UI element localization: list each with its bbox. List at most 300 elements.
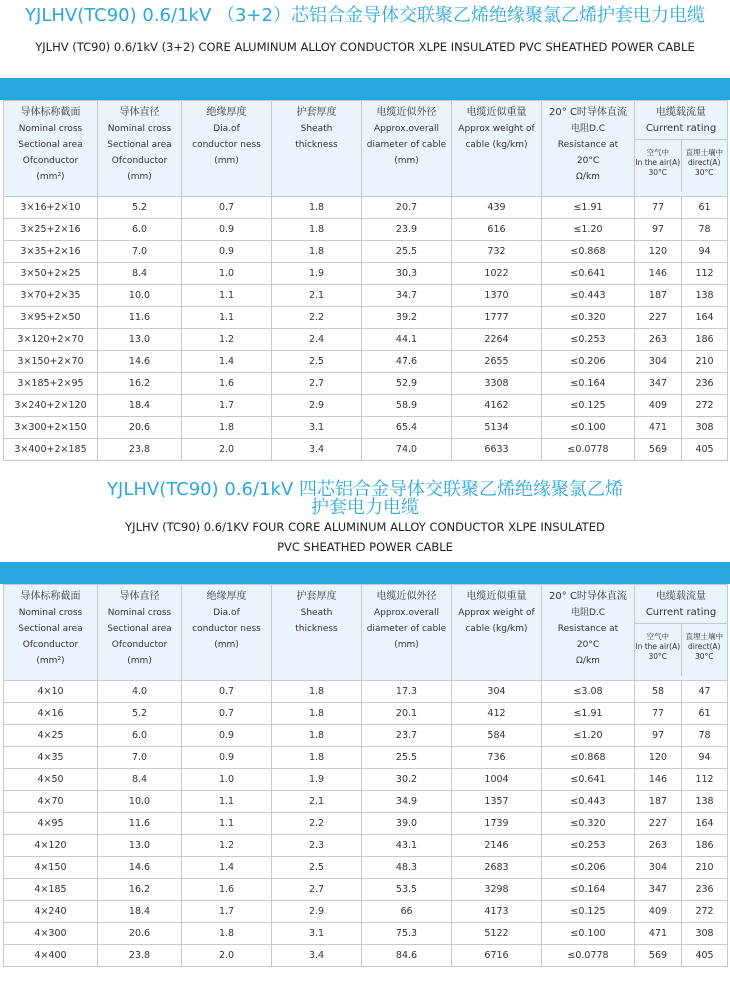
table-cell: 2146 — [452, 835, 542, 857]
header-cell — [452, 101, 542, 197]
subheader-line: direct(A) — [688, 642, 721, 651]
table-cell: 138 — [682, 285, 728, 307]
table-cell: 409 — [635, 395, 682, 417]
table-cell: 4×400 — [4, 945, 98, 967]
table-cell: 1.0 — [182, 263, 272, 285]
table-cell: 569 — [635, 439, 682, 461]
table-row — [4, 681, 728, 703]
table-cell: 2.1 — [272, 791, 362, 813]
table-cell: 65.4 — [362, 417, 452, 439]
table-cell: 1357 — [452, 791, 542, 813]
table-cell: 304 — [635, 351, 682, 373]
rating-subheader — [682, 624, 728, 676]
header-en-line: (mm) — [127, 172, 152, 182]
rating-subheader — [635, 624, 682, 676]
table-cell: 16.2 — [98, 373, 182, 395]
header-en-line: Nominal cross — [18, 608, 83, 618]
header-en-line: Resistance at — [557, 624, 619, 634]
table-cell: 4×300 — [4, 923, 98, 945]
table-cell: ≤1.91 — [542, 703, 635, 725]
table-cell: 405 — [682, 945, 728, 967]
table-cell: 3×300+2×150 — [4, 417, 98, 439]
table-cell: 97 — [635, 725, 682, 747]
table-cell: 227 — [635, 813, 682, 835]
table-cell: 20.7 — [362, 197, 452, 219]
table-row — [4, 307, 728, 329]
subheader-line: 直埋土壤中 — [685, 148, 724, 157]
table-cell: 736 — [452, 747, 542, 769]
header-cell — [362, 585, 452, 681]
table-cell: 18.4 — [98, 395, 182, 417]
subheader-line: 直埋土壤中 — [685, 632, 724, 641]
table-cell: ≤1.20 — [542, 219, 635, 241]
header-en: Current rating — [645, 123, 717, 134]
table-cell: 78 — [682, 725, 728, 747]
header-en-line: Ω/km — [576, 172, 600, 182]
table-cell: 1739 — [452, 813, 542, 835]
header-cell — [362, 101, 452, 197]
table-cell: 8.4 — [98, 769, 182, 791]
table-cell: 7.0 — [98, 747, 182, 769]
table-cell: ≤0.320 — [542, 813, 635, 835]
table-cell: 75.3 — [362, 923, 452, 945]
table-cell: 66 — [362, 901, 452, 923]
table-cell: 47 — [682, 681, 728, 703]
table-cell: 4×10 — [4, 681, 98, 703]
table-cell: 1.6 — [182, 373, 272, 395]
table-cell: 10.0 — [98, 791, 182, 813]
table-cell: 5122 — [452, 923, 542, 945]
table-cell: 6633 — [452, 439, 542, 461]
rating-subheader — [682, 140, 728, 192]
table2-header-bar — [0, 562, 730, 584]
header-en-line: Approx.overall — [373, 124, 440, 134]
table-cell: 14.6 — [98, 857, 182, 879]
table-cell: 1004 — [452, 769, 542, 791]
table-cell: 20.6 — [98, 417, 182, 439]
table-cell: 409 — [635, 901, 682, 923]
table-cell: 732 — [452, 241, 542, 263]
table-cell: 3.1 — [272, 923, 362, 945]
table-cell: ≤0.0778 — [542, 945, 635, 967]
table-cell: 0.7 — [182, 197, 272, 219]
table-cell: 3×240+2×120 — [4, 395, 98, 417]
table-cell: 2.0 — [182, 945, 272, 967]
header-en-line: diameter of cable — [366, 140, 447, 150]
table-cell: 4×120 — [4, 835, 98, 857]
header-en-line: Sectional area — [18, 624, 83, 634]
table-cell: 74.0 — [362, 439, 452, 461]
table-cell: 3×25+2×16 — [4, 219, 98, 241]
table-cell: ≤0.164 — [542, 879, 635, 901]
header-en-line: 电阻D.C — [570, 608, 606, 618]
table-cell: 146 — [635, 263, 682, 285]
table-cell: 2.7 — [272, 879, 362, 901]
table-cell: 3×150+2×70 — [4, 351, 98, 373]
table-cell: 186 — [682, 835, 728, 857]
table-cell: 304 — [635, 857, 682, 879]
table-cell: 2.2 — [272, 307, 362, 329]
table-cell: 1.1 — [182, 307, 272, 329]
table-row — [4, 747, 728, 769]
table-row — [4, 285, 728, 307]
table-cell: 0.9 — [182, 747, 272, 769]
table-cell: 13.0 — [98, 835, 182, 857]
table-cell: 4×185 — [4, 879, 98, 901]
table-cell: 11.6 — [98, 307, 182, 329]
header-en-line: (mm) — [214, 640, 239, 650]
header-cn: 绝缘厚度 — [206, 591, 247, 602]
table-cell: 52.9 — [362, 373, 452, 395]
table-cell: 84.6 — [362, 945, 452, 967]
table-cell: 1.8 — [272, 725, 362, 747]
table-cell: ≤0.868 — [542, 747, 635, 769]
table-cell: 304 — [452, 681, 542, 703]
header-en-line: Sheath — [300, 124, 333, 134]
table-cell: 0.9 — [182, 241, 272, 263]
table-cell: 34.7 — [362, 285, 452, 307]
table-cell: 94 — [682, 747, 728, 769]
header-cn: 导体标称截面 — [20, 591, 81, 602]
header-cell — [4, 585, 98, 681]
table-cell: 4×50 — [4, 769, 98, 791]
header-en-line: cable (kg/km) — [465, 140, 528, 150]
header-cell — [182, 101, 272, 197]
table-cell: 78 — [682, 219, 728, 241]
table-cell: 23.7 — [362, 725, 452, 747]
header-cell — [98, 101, 182, 197]
table-cell: 2.1 — [272, 285, 362, 307]
table-row — [4, 857, 728, 879]
header-en-line: Dia.of — [213, 608, 240, 618]
table-cell: 1.1 — [182, 813, 272, 835]
header-en-line: Resistance at — [557, 140, 619, 150]
table-cell: 471 — [635, 417, 682, 439]
table-cell: 3×95+2×50 — [4, 307, 98, 329]
table-cell: 471 — [635, 923, 682, 945]
header-en-line: cable (kg/km) — [465, 624, 528, 634]
table-cell: ≤0.868 — [542, 241, 635, 263]
table-cell: 23.8 — [98, 439, 182, 461]
header-en-line: (mm) — [214, 156, 239, 166]
table-cell: 4.0 — [98, 681, 182, 703]
header-en-line: (mm) — [394, 156, 419, 166]
table-cell: 94 — [682, 241, 728, 263]
table-cell: 1777 — [452, 307, 542, 329]
table-cell: 1022 — [452, 263, 542, 285]
table-row — [4, 439, 728, 461]
table-cell: 439 — [452, 197, 542, 219]
table-row — [4, 791, 728, 813]
table-cell: 34.9 — [362, 791, 452, 813]
table-cell: 1.9 — [272, 769, 362, 791]
table-cell: 5134 — [452, 417, 542, 439]
header-cell — [542, 585, 635, 681]
table-cell: 1.8 — [182, 417, 272, 439]
table-cell: 164 — [682, 813, 728, 835]
header-cell — [542, 101, 635, 197]
table-cell: 2.3 — [272, 835, 362, 857]
table-cell: 77 — [635, 197, 682, 219]
table2 — [3, 584, 728, 967]
table-cell: 210 — [682, 351, 728, 373]
table-row — [4, 945, 728, 967]
rating-subheaders — [635, 624, 727, 676]
subheader-line: In the air(A) — [635, 642, 681, 651]
table-cell: 2.2 — [272, 813, 362, 835]
table-cell: 164 — [682, 307, 728, 329]
table-cell: ≤0.164 — [542, 373, 635, 395]
table-cell: 1.2 — [182, 329, 272, 351]
header-cn: 电缆近似重量 — [466, 107, 527, 118]
table-cell: 4×70 — [4, 791, 98, 813]
table-cell: 1.7 — [182, 901, 272, 923]
table-cell: 13.0 — [98, 329, 182, 351]
header-en-line: Ofconductor — [22, 640, 79, 650]
table-row — [4, 835, 728, 857]
table-cell: 61 — [682, 703, 728, 725]
table-cell: 236 — [682, 879, 728, 901]
header-en-line: Approx weight of — [458, 608, 535, 618]
table-cell: 97 — [635, 219, 682, 241]
header-cell — [452, 585, 542, 681]
table-cell: 272 — [682, 901, 728, 923]
header-cn: 护套厚度 — [296, 591, 337, 602]
table-cell: 6716 — [452, 945, 542, 967]
table-cell: 17.3 — [362, 681, 452, 703]
table-cell: 10.0 — [98, 285, 182, 307]
table-cell: ≤0.443 — [542, 791, 635, 813]
table-row — [4, 725, 728, 747]
header-cn: 电缆近似重量 — [466, 591, 527, 602]
table-cell: 4×150 — [4, 857, 98, 879]
table-row — [4, 351, 728, 373]
table-cell: ≤0.253 — [542, 835, 635, 857]
subheader-line: 30°C — [695, 652, 714, 661]
subheader-line: 30°C — [695, 168, 714, 177]
table-row — [4, 901, 728, 923]
table-cell: 2.5 — [272, 351, 362, 373]
header-en-line: Approx.overall — [373, 608, 440, 618]
table-cell: ≤0.125 — [542, 901, 635, 923]
subheader-line: 空气中 — [646, 148, 669, 157]
table-cell: 584 — [452, 725, 542, 747]
table-cell: ≤0.443 — [542, 285, 635, 307]
table1-title-cn: YJLHV(TC90) 0.6/1kV （3+2）芯铝合金导体交联聚乙烯绝缘聚氯乙烯护套电力电缆 — [25, 5, 705, 26]
table-cell: 1.1 — [182, 285, 272, 307]
table-cell: 1.8 — [272, 197, 362, 219]
header-en-line: Approx weight of — [458, 124, 535, 134]
table-cell: 1.0 — [182, 769, 272, 791]
table-cell: 5.2 — [98, 703, 182, 725]
header-cn: 导体标称截面 — [20, 107, 81, 118]
header-row — [4, 101, 728, 197]
header-cell — [182, 585, 272, 681]
header-cn: 20° C时导体直流 — [549, 107, 627, 118]
table-row — [4, 329, 728, 351]
table-cell: 0.9 — [182, 219, 272, 241]
table-cell: ≤0.100 — [542, 923, 635, 945]
table-cell: 30.2 — [362, 769, 452, 791]
subheader-line: 30°C — [648, 168, 668, 177]
table-cell: 263 — [635, 329, 682, 351]
header-en-line: Sectional area — [107, 624, 172, 634]
header-en-line: (mm) — [394, 640, 419, 650]
table1-header-bar — [0, 78, 730, 100]
table-cell: 1.8 — [272, 703, 362, 725]
table-cell: 3×70+2×35 — [4, 285, 98, 307]
table-cell: ≤0.320 — [542, 307, 635, 329]
header-cell — [635, 585, 728, 681]
header-en-line: Nominal cross — [18, 124, 83, 134]
table-cell: ≤0.100 — [542, 417, 635, 439]
table-cell: 48.3 — [362, 857, 452, 879]
header-en-line: Sectional area — [107, 140, 172, 150]
table-cell: 272 — [682, 395, 728, 417]
table-cell: 210 — [682, 857, 728, 879]
table-cell: 112 — [682, 263, 728, 285]
header-en-line: thickness — [295, 624, 338, 634]
table-cell: 39.2 — [362, 307, 452, 329]
table2-title-en-line1: YJLHV (TC90) 0.6/1KV FOUR CORE ALUMINUM ALLOY CONDUCTOR XLPE INSULATED — [125, 520, 605, 534]
table-cell: 2264 — [452, 329, 542, 351]
header-en-line: Ω/km — [576, 656, 600, 666]
table-cell: 14.6 — [98, 351, 182, 373]
table-cell: 4×35 — [4, 747, 98, 769]
table-row — [4, 241, 728, 263]
table-cell: 39.0 — [362, 813, 452, 835]
table-cell: ≤1.91 — [542, 197, 635, 219]
subheader-line: direct(A) — [688, 158, 721, 167]
header-cn: 电缆载流量 Current rating — [635, 589, 727, 624]
table-cell: 1.8 — [272, 747, 362, 769]
table-cell: 4173 — [452, 901, 542, 923]
table-cell: 1.1 — [182, 791, 272, 813]
table-cell: 2.7 — [272, 373, 362, 395]
header-cell — [98, 585, 182, 681]
table-cell: 4×95 — [4, 813, 98, 835]
header-en-line: (mm²) — [36, 656, 65, 666]
rating-subheader — [635, 140, 682, 192]
table-cell: 61 — [682, 197, 728, 219]
header-en-line: 电阻D.C — [570, 124, 606, 134]
table-cell: 0.7 — [182, 703, 272, 725]
header-en-line: Sheath — [300, 608, 333, 618]
table-row — [4, 703, 728, 725]
table-cell: 44.1 — [362, 329, 452, 351]
table-cell: ≤0.206 — [542, 857, 635, 879]
table-cell: 1.9 — [272, 263, 362, 285]
table-cell: 7.0 — [98, 241, 182, 263]
header-en-line: (mm) — [127, 656, 152, 666]
table-cell: 1.8 — [272, 219, 362, 241]
header-cn: 导体直径 — [119, 591, 160, 602]
table-cell: 3.1 — [272, 417, 362, 439]
table-cell: 146 — [635, 769, 682, 791]
table-cell: 120 — [635, 241, 682, 263]
table-cell: 8.4 — [98, 263, 182, 285]
table-cell: 308 — [682, 417, 728, 439]
header-cn: 绝缘厚度 — [206, 107, 247, 118]
table-cell: 2655 — [452, 351, 542, 373]
table-cell: 227 — [635, 307, 682, 329]
table-cell: 616 — [452, 219, 542, 241]
table-row — [4, 879, 728, 901]
header-cn: 电缆近似外径 — [376, 107, 437, 118]
table-cell: 3×16+2×10 — [4, 197, 98, 219]
table-cell: 1.4 — [182, 351, 272, 373]
table-cell: 308 — [682, 923, 728, 945]
table-cell: 2.9 — [272, 901, 362, 923]
table-cell: 347 — [635, 373, 682, 395]
table-cell: 186 — [682, 329, 728, 351]
subheader-line: In the air(A) — [635, 158, 681, 167]
table-cell: 20.6 — [98, 923, 182, 945]
table-cell: 236 — [682, 373, 728, 395]
table-row — [4, 373, 728, 395]
table-cell: ≤0.641 — [542, 769, 635, 791]
table-cell: 6.0 — [98, 219, 182, 241]
table-row — [4, 813, 728, 835]
table-cell: 2.4 — [272, 329, 362, 351]
table2-title-cn-line1: YJLHV(TC90) 0.6/1kV 四芯铝合金导体交联聚乙烯绝缘聚氯乙烯 — [107, 479, 623, 500]
table-cell: 2.5 — [272, 857, 362, 879]
header-en-line: diameter of cable — [366, 624, 447, 634]
table-cell: 138 — [682, 791, 728, 813]
table-cell: 263 — [635, 835, 682, 857]
table-cell: 3×35+2×16 — [4, 241, 98, 263]
table-cell: ≤1.20 — [542, 725, 635, 747]
table-cell: ≤0.0778 — [542, 439, 635, 461]
subheader-line: 空气中 — [646, 632, 669, 641]
table-cell: 43.1 — [362, 835, 452, 857]
table-cell: 3×185+2×95 — [4, 373, 98, 395]
table-cell: 412 — [452, 703, 542, 725]
header-en-line: (mm²) — [36, 172, 65, 182]
header-en-line: thickness — [295, 140, 338, 150]
table-cell: 187 — [635, 791, 682, 813]
table-cell: 1.6 — [182, 879, 272, 901]
table-row — [4, 769, 728, 791]
table-cell: 1.8 — [272, 241, 362, 263]
table-cell: 405 — [682, 439, 728, 461]
table-cell: 58.9 — [362, 395, 452, 417]
table-cell: 47.6 — [362, 351, 452, 373]
header-cn: 电缆近似外径 — [376, 591, 437, 602]
header-en-line: Ofconductor — [111, 156, 168, 166]
table-cell: 20.1 — [362, 703, 452, 725]
header-en-line: Ofconductor — [111, 640, 168, 650]
table1-title-en: YJLHV (TC90) 0.6/1kV (3+2) CORE ALUMINUM ALLOY CONDUCTOR XLPE INSULATED PVC SHEATHED POWER CABLE — [35, 40, 695, 54]
header-en-line: 20°C — [576, 640, 600, 650]
table-cell: 2683 — [452, 857, 542, 879]
table-cell: 3×50+2×25 — [4, 263, 98, 285]
header-en-line: Dia.of — [213, 124, 240, 134]
table-row — [4, 197, 728, 219]
table-cell: 16.2 — [98, 879, 182, 901]
header-en: Current rating — [645, 607, 717, 618]
header-cell — [272, 585, 362, 681]
table-cell: 4×25 — [4, 725, 98, 747]
header-cn: 电缆载流量 Current rating — [635, 105, 727, 140]
table-row — [4, 923, 728, 945]
table-cell: 25.5 — [362, 241, 452, 263]
table-cell: 1.8 — [272, 681, 362, 703]
table-cell: 1.7 — [182, 395, 272, 417]
table-cell: 1.8 — [182, 923, 272, 945]
table-cell: 0.7 — [182, 681, 272, 703]
header-cell — [635, 101, 728, 197]
